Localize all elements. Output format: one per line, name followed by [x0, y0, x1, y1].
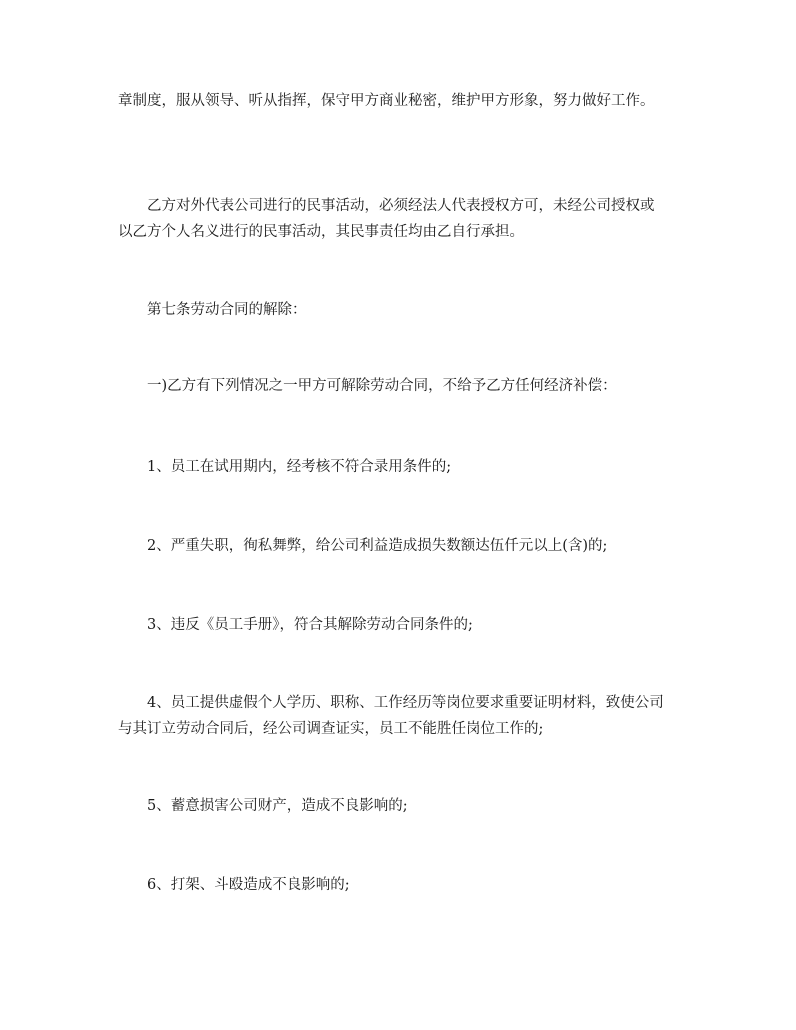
list-item-5: 5、蓄意损害公司财产，造成不良影响的; [147, 798, 408, 814]
article-seven-heading: 第七条劳动合同的解除： [147, 302, 307, 318]
paragraph-continuation: 章制度，服从领导、听从指挥，保守甲方商业秘密，维护甲方形象，努力做好工作。 [118, 93, 655, 109]
list-item-6: 6、打架、斗殴造成不良影响的; [147, 877, 350, 893]
termination-clause-intro: 一)乙方有下列情况之一甲方可解除劳动合同，不给予乙方任何经济补偿： [147, 378, 617, 394]
list-item-4: 4、员工提供虚假个人学历、职称、工作经历等岗位要求重要证明材料，致使公司与其订立劳动合同后，经公司调查证实，员工不能胜任岗位工作的; [118, 695, 664, 737]
list-item-2: 2、严重失职，徇私舞弊，给公司利益造成损失数额达伍仟元以上(含)的; [147, 538, 608, 554]
list-item-1: 1、员工在试用期内，经考核不符合录用条件的; [147, 459, 452, 475]
list-item-3: 3、违反《员工手册》，符合其解除劳动合同条件的; [147, 617, 473, 633]
paragraph-representation: 乙方对外代表公司进行的民事活动，必须经法人代表授权方可，未经公司授权或以乙方个人名义进行的民事活动，其民事责任均由乙自行承担。 [118, 198, 655, 240]
